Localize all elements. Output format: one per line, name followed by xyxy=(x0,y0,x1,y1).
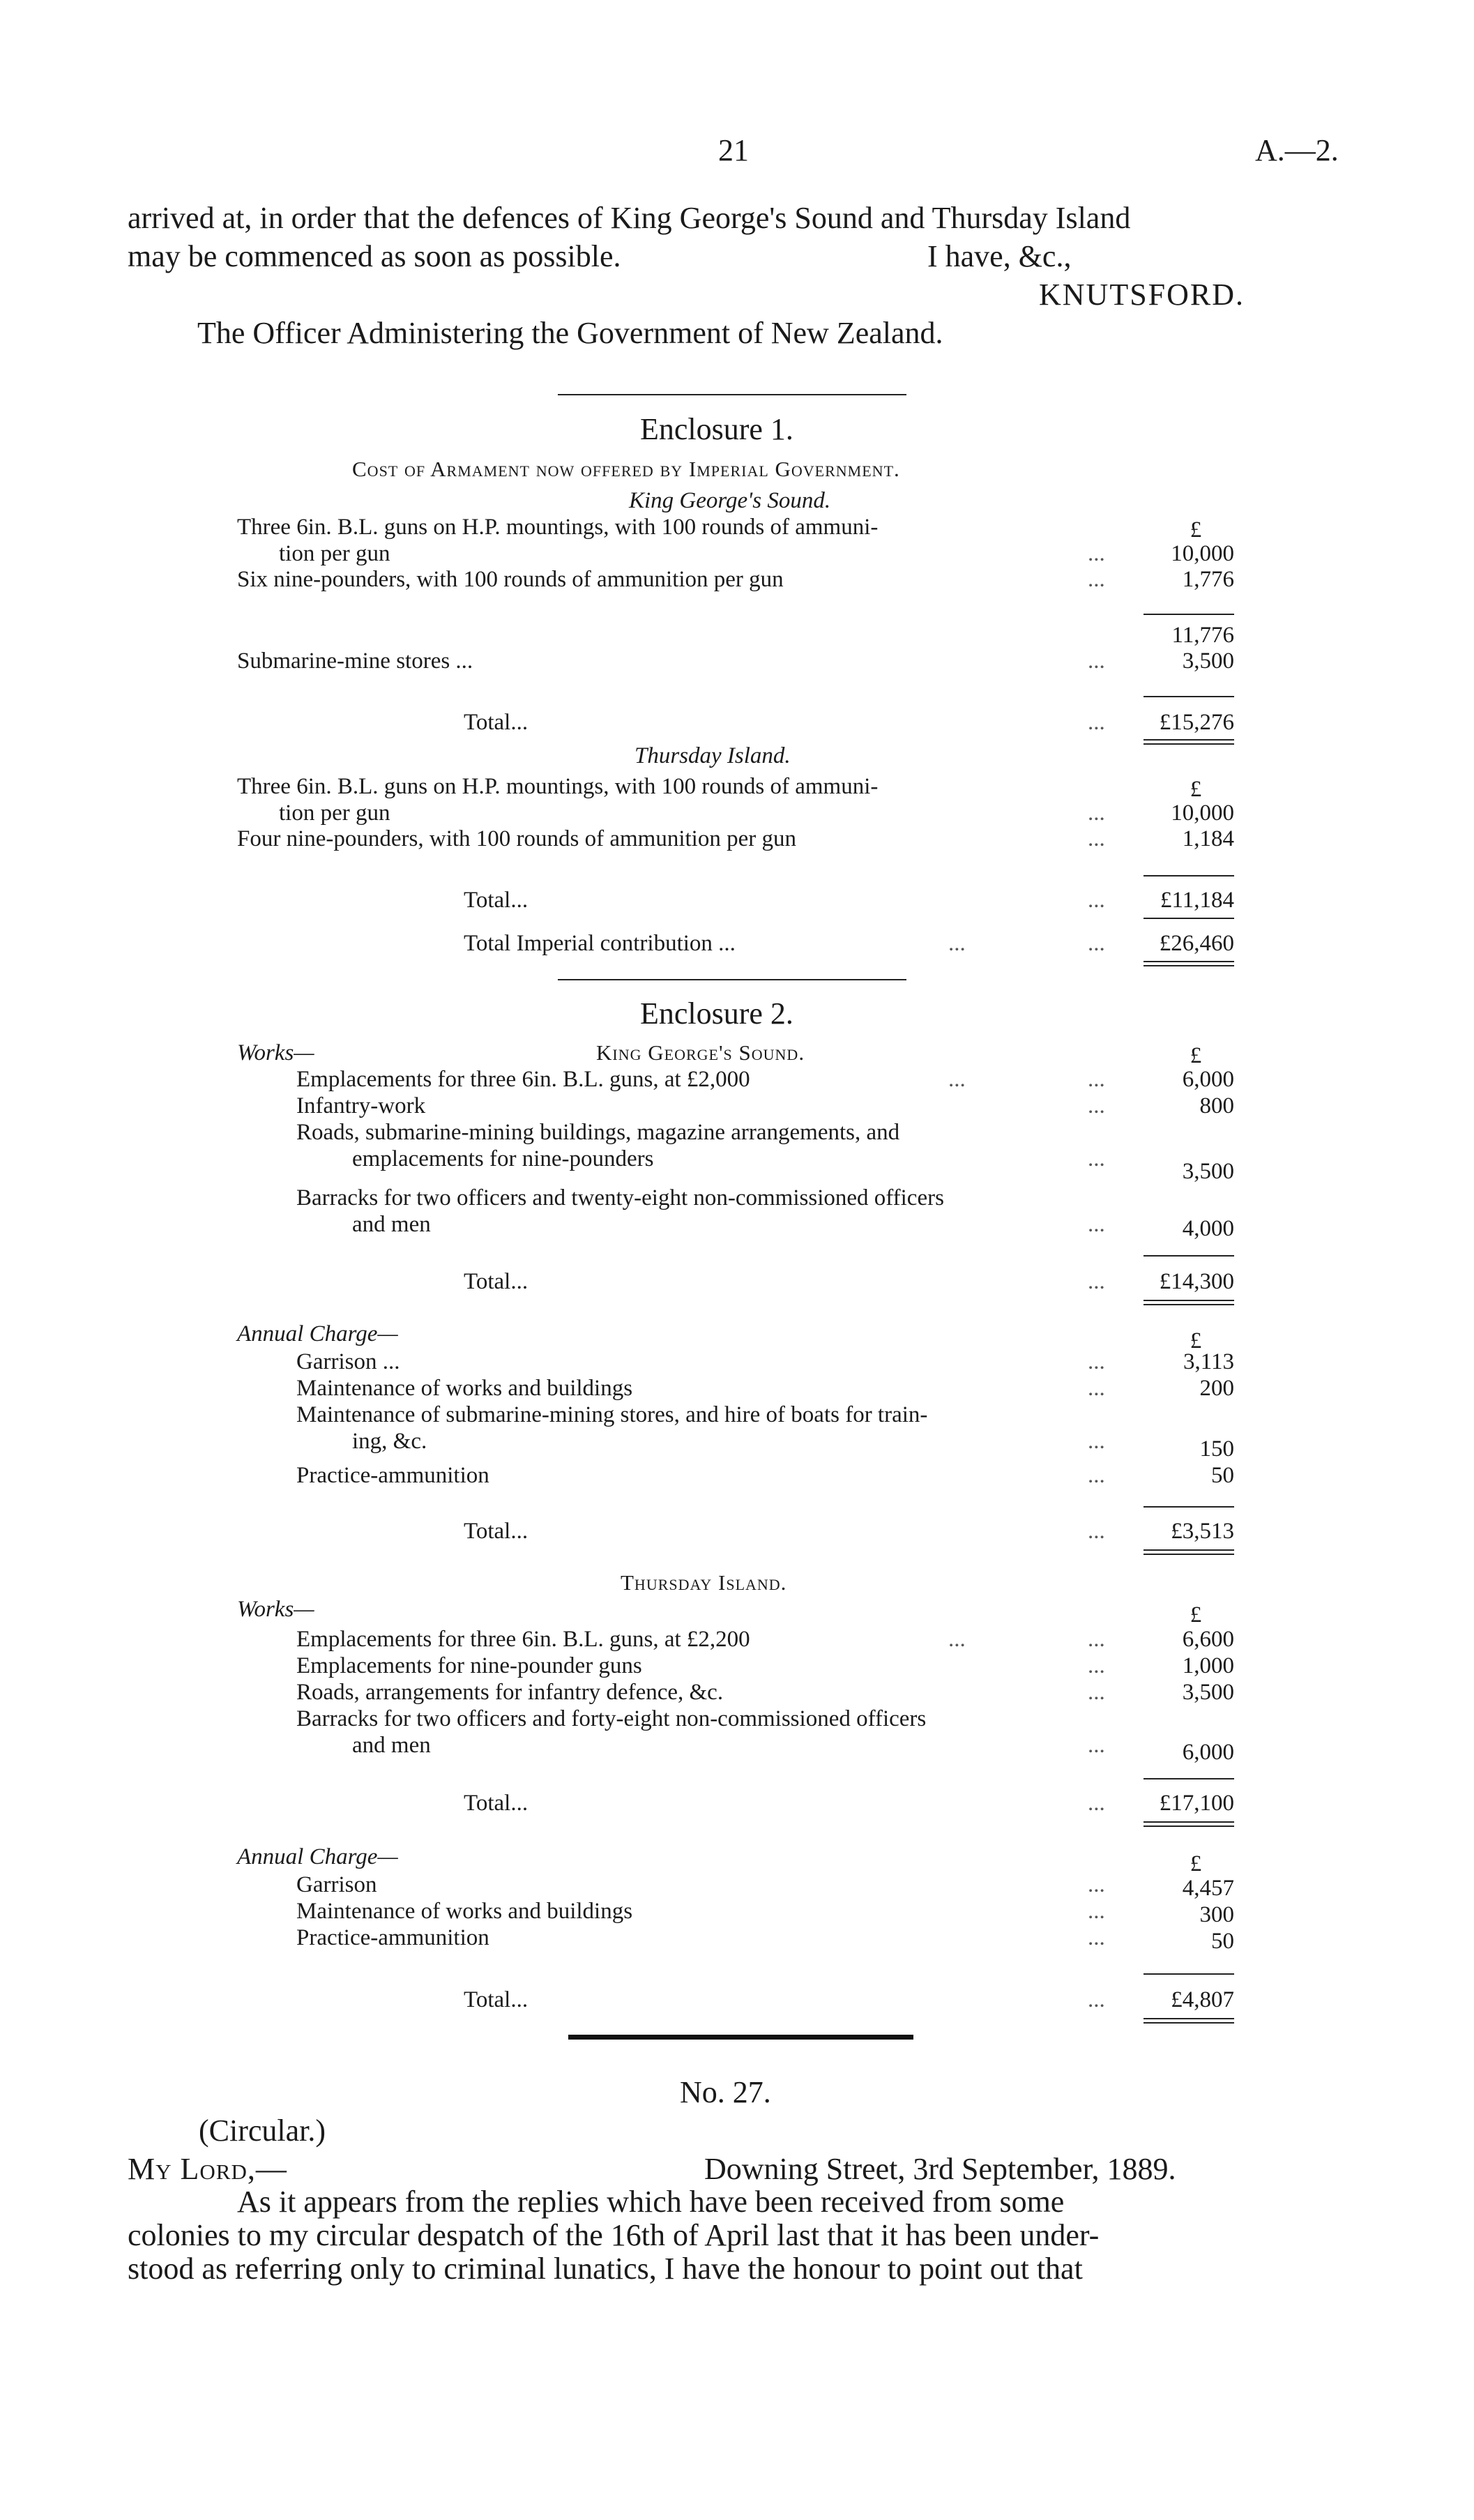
kgs-annual-item-2-value: 200 xyxy=(1199,1376,1234,1401)
kgs-armament-item-3: Submarine-mine stores ... xyxy=(237,648,473,674)
despatch-number: No. 27. xyxy=(680,2075,771,2109)
signature: KNUTSFORD. xyxy=(1039,278,1245,312)
sum-line xyxy=(1144,1973,1234,1975)
leader-dots: ... xyxy=(1088,648,1105,674)
double-rule xyxy=(1144,1304,1234,1305)
kgs-armament-item-2-value: 1,776 xyxy=(1182,567,1234,592)
double-rule xyxy=(1144,739,1234,741)
ti-armament-item-1-cont: tion per gun xyxy=(279,800,390,826)
enclosure-2-title: Enclosure 2. xyxy=(640,996,793,1031)
leader-dots: ... xyxy=(1088,1791,1105,1816)
ti-works-item-3: Roads, arrangements for infantry defence, &c. xyxy=(296,1680,724,1705)
ti-works-item-4-value: 6,000 xyxy=(1182,1740,1234,1765)
ti-annual-item-3-value: 50 xyxy=(1211,1929,1234,1954)
leader-dots: ... xyxy=(1088,1269,1105,1294)
currency-symbol: £ xyxy=(1190,1043,1202,1068)
salutation: My Lord,— xyxy=(128,2152,287,2186)
leader-dots: ... xyxy=(1088,710,1105,735)
kgs-works-item-3: Roads, submarine-mining buildings, magazine arrangements, and xyxy=(296,1120,900,1145)
ti-works-total-label: Total... xyxy=(464,1791,529,1816)
ti-armament-total-label: Total... xyxy=(464,888,529,913)
kgs-works-item-1-value: 6,000 xyxy=(1182,1067,1234,1092)
ti-armament-heading: Thursday Island. xyxy=(635,743,791,768)
ti-works-total-value: £17,100 xyxy=(1159,1791,1234,1816)
sum-line xyxy=(1144,1255,1234,1257)
kgs-annual-item-3-cont: ing, &c. xyxy=(352,1429,427,1454)
paragraph-line-2: colonies to my circular despatch of the 16th of April last that it has been under- xyxy=(128,2218,1100,2252)
currency-symbol: £ xyxy=(1190,1602,1202,1627)
paragraph-line-1: As it appears from the replies which have been received from some xyxy=(237,2185,1065,2219)
sum-line xyxy=(1144,696,1234,697)
double-rule xyxy=(1144,961,1234,962)
ti-armament-total-value: £11,184 xyxy=(1160,888,1234,913)
kgs-armament-subtotal: 11,776 xyxy=(1171,623,1234,648)
divider xyxy=(558,979,906,980)
leader-dots: ... xyxy=(1088,1872,1105,1897)
double-rule xyxy=(1144,2018,1234,2019)
kgs-annual-total-label: Total... xyxy=(464,1519,529,1544)
double-rule xyxy=(1144,1549,1234,1551)
ti-armament-item-2-value: 1,184 xyxy=(1182,826,1234,851)
leader-dots: ... xyxy=(1088,1925,1105,1950)
currency-symbol: £ xyxy=(1190,1851,1202,1876)
ti-armament-item-1: Three 6in. B.L. guns on H.P. mountings, with 100 rounds of ammuni- xyxy=(237,774,879,799)
kgs-works-label: Works— xyxy=(237,1040,314,1065)
leader-dots: ... xyxy=(1088,1349,1105,1374)
ti-works-item-4: Barracks for two officers and forty-eight non-commissioned officers xyxy=(296,1706,927,1731)
ti-works-item-4-cont: and men xyxy=(352,1733,431,1758)
leader-dots: ... xyxy=(1088,800,1105,826)
ti-works-item-2: Emplacements for nine-pounder guns xyxy=(296,1653,642,1678)
leader-dots: ... xyxy=(948,1627,966,1652)
circular-label: (Circular.) xyxy=(199,2113,326,2148)
document-reference: A.—2. xyxy=(1255,133,1339,167)
ti-works-item-1: Emplacements for three 6in. B.L. guns, at £2,200 xyxy=(296,1627,750,1652)
leader-dots: ... xyxy=(1088,1899,1105,1924)
kgs-works-item-4-cont: and men xyxy=(352,1212,431,1237)
kgs-works-total-value: £14,300 xyxy=(1159,1269,1234,1294)
ti-annual-total-value: £4,807 xyxy=(1171,1987,1234,2012)
kgs-works-item-1: Emplacements for three 6in. B.L. guns, at £2,000 xyxy=(296,1067,750,1092)
enclosure-1-subtitle: Cost of Armament now offered by Imperial Government. xyxy=(352,457,900,481)
ti-annual-item-3: Practice-ammunition xyxy=(296,1925,489,1950)
kgs-armament-item-3-value: 3,500 xyxy=(1182,648,1234,674)
leader-dots: ... xyxy=(1088,1093,1105,1118)
kgs-works-item-2-value: 800 xyxy=(1199,1093,1234,1118)
sum-line xyxy=(1144,918,1234,919)
ti-annual-item-1-value: 4,457 xyxy=(1182,1876,1234,1901)
leader-dots: ... xyxy=(1088,1733,1105,1758)
kgs-armament-item-1-value: 10,000 xyxy=(1171,541,1234,566)
leader-dots: ... xyxy=(1088,1987,1105,2012)
kgs-armament-total-label: Total... xyxy=(464,710,529,735)
leader-dots: ... xyxy=(1088,1653,1105,1678)
leader-dots: ... xyxy=(1088,567,1105,592)
enclosure-1-title: Enclosure 1. xyxy=(640,412,793,446)
currency-symbol: £ xyxy=(1190,517,1202,542)
page-number: 21 xyxy=(718,133,749,167)
double-rule xyxy=(1144,1554,1234,1555)
section-divider xyxy=(568,2035,913,2040)
double-rule xyxy=(1144,1300,1234,1301)
closing-phrase: I have, &c., xyxy=(927,239,1072,273)
leader-dots: ... xyxy=(948,1067,966,1092)
ti-works-label: Works— xyxy=(237,1597,314,1622)
leader-dots: ... xyxy=(1088,1429,1105,1454)
sum-line xyxy=(1144,614,1234,615)
kgs-annual-total-value: £3,513 xyxy=(1171,1519,1234,1544)
sum-line xyxy=(1144,875,1234,876)
kgs-annual-item-4: Practice-ammunition xyxy=(296,1463,489,1488)
ti-annual-item-1: Garrison xyxy=(296,1872,377,1897)
kgs-annual-item-3: Maintenance of submarine-mining stores, and hire of boats for train- xyxy=(296,1402,928,1427)
kgs-works-item-4: Barracks for two officers and twenty-eight non-commissioned officers xyxy=(296,1185,944,1210)
kgs-armament-item-2: Six nine-pounders, with 100 rounds of ammunition per gun xyxy=(237,567,784,592)
opening-line-2: may be commenced as soon as possible. xyxy=(128,239,621,273)
leader-dots: ... xyxy=(1088,1519,1105,1544)
double-rule xyxy=(1144,743,1234,745)
kgs-works-item-2: Infantry-work xyxy=(296,1093,426,1118)
leader-dots: ... xyxy=(1088,1680,1105,1705)
ti-works-heading: Thursday Island. xyxy=(621,1570,787,1595)
ti-works-item-3-value: 3,500 xyxy=(1182,1680,1234,1705)
paragraph-line-3: stood as referring only to criminal lunatics, I have the honour to point out that xyxy=(128,2252,1083,2286)
kgs-annual-item-1-value: 3,113 xyxy=(1183,1349,1234,1374)
sum-line xyxy=(1144,1506,1234,1508)
kgs-armament-item-1-cont: tion per gun xyxy=(279,541,390,566)
place-date: Downing Street, 3rd September, 1889. xyxy=(704,2152,1176,2186)
ti-annual-item-2-value: 300 xyxy=(1199,1902,1234,1927)
currency-symbol: £ xyxy=(1190,1328,1202,1353)
addressee: The Officer Administering the Government of New Zealand. xyxy=(197,316,943,350)
kgs-annual-item-4-value: 50 xyxy=(1211,1463,1234,1488)
kgs-works-total-label: Total... xyxy=(464,1269,529,1294)
kgs-works-item-4-value: 4,000 xyxy=(1182,1216,1234,1241)
leader-dots: ... xyxy=(1088,1376,1105,1401)
double-rule xyxy=(1144,965,1234,966)
double-rule xyxy=(1144,2022,1234,2024)
ti-works-item-2-value: 1,000 xyxy=(1182,1653,1234,1678)
double-rule xyxy=(1144,1821,1234,1823)
currency-symbol: £ xyxy=(1190,777,1202,802)
kgs-annual-item-1: Garrison ... xyxy=(296,1349,400,1374)
leader-dots: ... xyxy=(1088,1463,1105,1488)
leader-dots: ... xyxy=(1088,888,1105,913)
leader-dots: ... xyxy=(1088,826,1105,851)
grand-total-value: £26,460 xyxy=(1159,931,1234,956)
ti-works-item-1-value: 6,600 xyxy=(1182,1627,1234,1652)
leader-dots: ... xyxy=(1088,931,1105,956)
divider xyxy=(558,394,906,395)
leader-dots: ... xyxy=(948,931,966,956)
ti-armament-item-2: Four nine-pounders, with 100 rounds of ammunition per gun xyxy=(237,826,796,851)
ti-annual-total-label: Total... xyxy=(464,1987,529,2012)
ti-armament-item-1-value: 10,000 xyxy=(1171,800,1234,826)
kgs-armament-total-value: £15,276 xyxy=(1159,710,1234,735)
kgs-annual-item-3-value: 150 xyxy=(1199,1436,1234,1462)
sum-line xyxy=(1144,1778,1234,1779)
ti-annual-item-2: Maintenance of works and buildings xyxy=(296,1899,633,1924)
ti-annual-label: Annual Charge— xyxy=(237,1844,398,1869)
leader-dots: ... xyxy=(1088,1627,1105,1652)
kgs-works-item-3-cont: emplacements for nine-pounders xyxy=(352,1146,654,1171)
kgs-annual-label: Annual Charge— xyxy=(237,1321,398,1346)
leader-dots: ... xyxy=(1088,1146,1105,1171)
opening-line-1: arrived at, in order that the defences of King George's Sound and Thursday Island xyxy=(128,201,1131,235)
leader-dots: ... xyxy=(1088,1067,1105,1092)
grand-total-label: Total Imperial contribution ... xyxy=(464,931,736,956)
kgs-works-item-3-value: 3,500 xyxy=(1182,1159,1234,1184)
kgs-armament-heading: King George's Sound. xyxy=(629,488,831,513)
double-rule xyxy=(1144,1826,1234,1827)
kgs-works-heading: King George's Sound. xyxy=(596,1040,805,1065)
leader-dots: ... xyxy=(1088,541,1105,566)
leader-dots: ... xyxy=(1088,1212,1105,1237)
kgs-annual-item-2: Maintenance of works and buildings xyxy=(296,1376,633,1401)
kgs-armament-item-1: Three 6in. B.L. guns on H.P. mountings, with 100 rounds of ammuni- xyxy=(237,515,879,540)
